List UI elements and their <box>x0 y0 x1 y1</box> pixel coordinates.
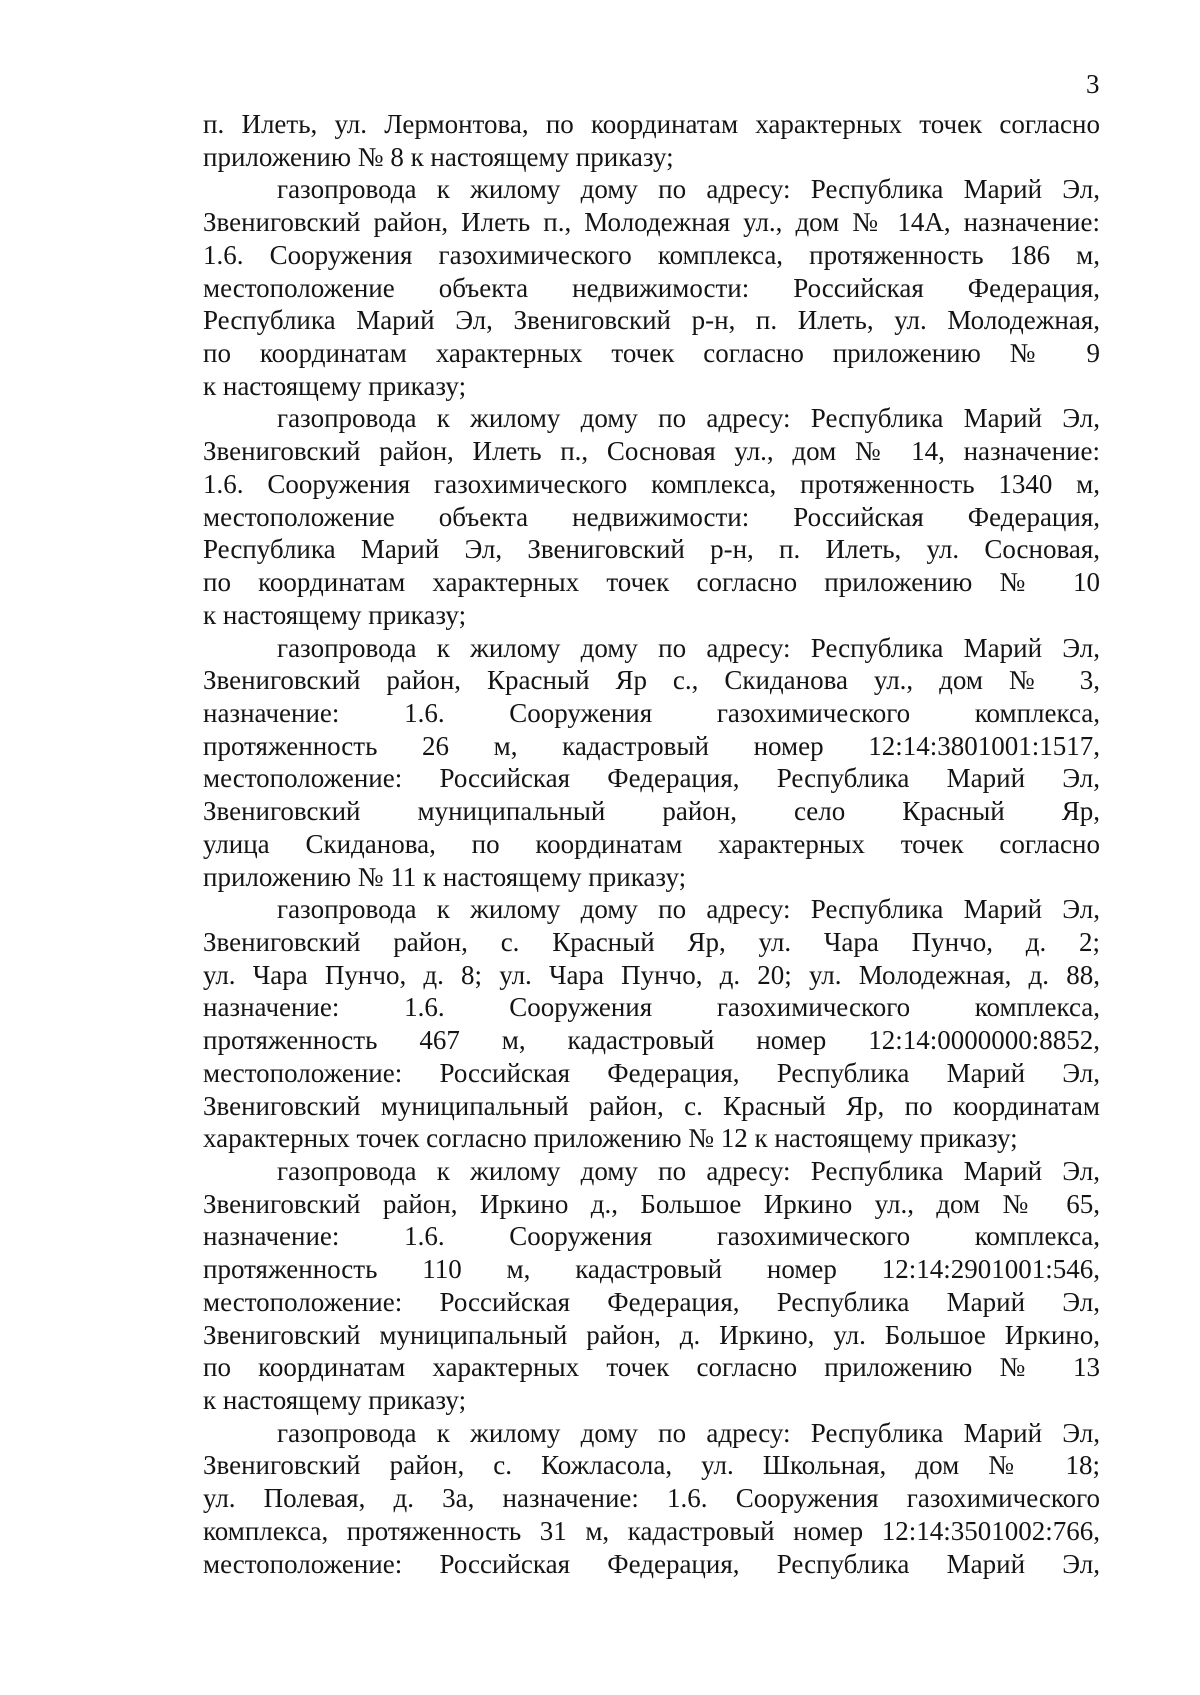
text-line: Республика Марий Эл, Звениговский р-н, п. Илеть, ул. Сосновая, <box>203 534 1100 565</box>
text-line: газопровода к жилому дому по адресу: Республика Марий Эл, <box>277 894 1100 925</box>
text-line: протяженность 110 м, кадастровый номер 12:14:2901001:546, <box>203 1254 1100 1285</box>
text-line: протяженность 26 м, кадастровый номер 12:14:3801001:1517, <box>203 730 1100 761</box>
text-line: улица Скиданова, по координатам характерных точек согласно <box>203 828 1100 859</box>
text-line: газопровода к жилому дому по адресу: Республика Марий Эл, <box>277 174 1100 205</box>
text-line: приложению № 11 к настоящему приказу; <box>203 861 687 892</box>
text-line: Звениговский район, Илеть п., Молодежная ул., дом № 14А, назначение: <box>203 207 1100 238</box>
text-line: местоположение: Российская Федерация, Республика Марий Эл, <box>203 1548 1100 1579</box>
text-line: к настоящему приказу; <box>203 599 467 630</box>
text-line: Звениговский муниципальный район, д. Иркино, ул. Большое Иркино, <box>203 1319 1100 1350</box>
text-line: назначение: 1.6. Сооружения газохимического комплекса, <box>203 697 1100 728</box>
text-line: по координатам характерных точек согласно приложению № 10 <box>203 567 1100 598</box>
text-line: к настоящему приказу; <box>203 370 467 401</box>
text-line: ул. Полевая, д. 3а, назначение: 1.6. Сооружения газохимического <box>203 1483 1100 1514</box>
text-line: ул. Чара Пунчо, д. 8; ул. Чара Пунчо, д. 20; ул. Молодежная, д. 88, <box>203 959 1100 990</box>
document-body <box>203 108 1100 1580</box>
text-line: к настоящему приказу; <box>203 1385 467 1416</box>
text-line: местоположение: Российская Федерация, Республика Марий Эл, <box>203 1057 1100 1088</box>
text-line: назначение: 1.6. Сооружения газохимического комплекса, <box>203 1221 1100 1252</box>
text-line: Звениговский муниципальный район, село Красный Яр, <box>203 796 1100 827</box>
text-line: по координатам характерных точек согласно приложению № 13 <box>203 1352 1100 1383</box>
text-line: газопровода к жилому дому по адресу: Республика Марий Эл, <box>277 1417 1100 1448</box>
text-line: Звениговский район, с. Кожласола, ул. Школьная, дом № 18; <box>203 1450 1100 1481</box>
text-line: приложению № 8 к настоящему приказу; <box>203 141 674 172</box>
text-line: п. Илеть, ул. Лермонтова, по координатам характерных точек согласно <box>203 109 1100 139</box>
text-line: местоположение: Российская Федерация, Республика Марий Эл, <box>203 1286 1100 1317</box>
text-line: Республика Марий Эл, Звениговский р-н, п. Илеть, ул. Молодежная, <box>203 305 1100 336</box>
text-line: Звениговский район, Иркино д., Большое Иркино ул., дом № 65, <box>203 1188 1100 1219</box>
text-line: комплекса, протяженность 31 м, кадастровый номер 12:14:3501002:766, <box>203 1515 1100 1546</box>
text-line: по координатам характерных точек согласно приложению № 9 <box>203 338 1100 369</box>
text-line: Звениговский район, Красный Яр с., Скиданова ул., дом № 3, <box>203 665 1100 696</box>
page-number: 3 <box>1086 69 1100 99</box>
text-line: местоположение: Российская Федерация, Республика Марий Эл, <box>203 763 1100 794</box>
text-line: газопровода к жилому дому по адресу: Республика Марий Эл, <box>277 1156 1100 1186</box>
text-line: местоположение объекта недвижимости: Российская Федерация, <box>203 501 1100 532</box>
text-line: характерных точек согласно приложению № 12 к настоящему приказу; <box>203 1123 1018 1154</box>
text-line: Звениговский муниципальный район, с. Красный Яр, по координатам <box>203 1090 1100 1121</box>
text-line: газопровода к жилому дому по адресу: Республика Марий Эл, <box>277 632 1100 663</box>
text-line: 1.6. Сооружения газохимического комплекса, протяженность 186 м, <box>203 239 1100 270</box>
text-line: Звениговский район, с. Красный Яр, ул. Чара Пунчо, д. 2; <box>203 926 1100 957</box>
text-line: газопровода к жилому дому по адресу: Республика Марий Эл, <box>277 403 1100 434</box>
text-line: назначение: 1.6. Сооружения газохимического комплекса, <box>203 992 1100 1023</box>
text-line: протяженность 467 м, кадастровый номер 12:14:0000000:8852, <box>203 1025 1100 1056</box>
text-line: Звениговский район, Илеть п., Сосновая ул., дом № 14, назначение: <box>203 436 1100 467</box>
text-line: 1.6. Сооружения газохимического комплекса, протяженность 1340 м, <box>203 468 1100 499</box>
text-line: местоположение объекта недвижимости: Российская Федерация, <box>203 272 1100 303</box>
